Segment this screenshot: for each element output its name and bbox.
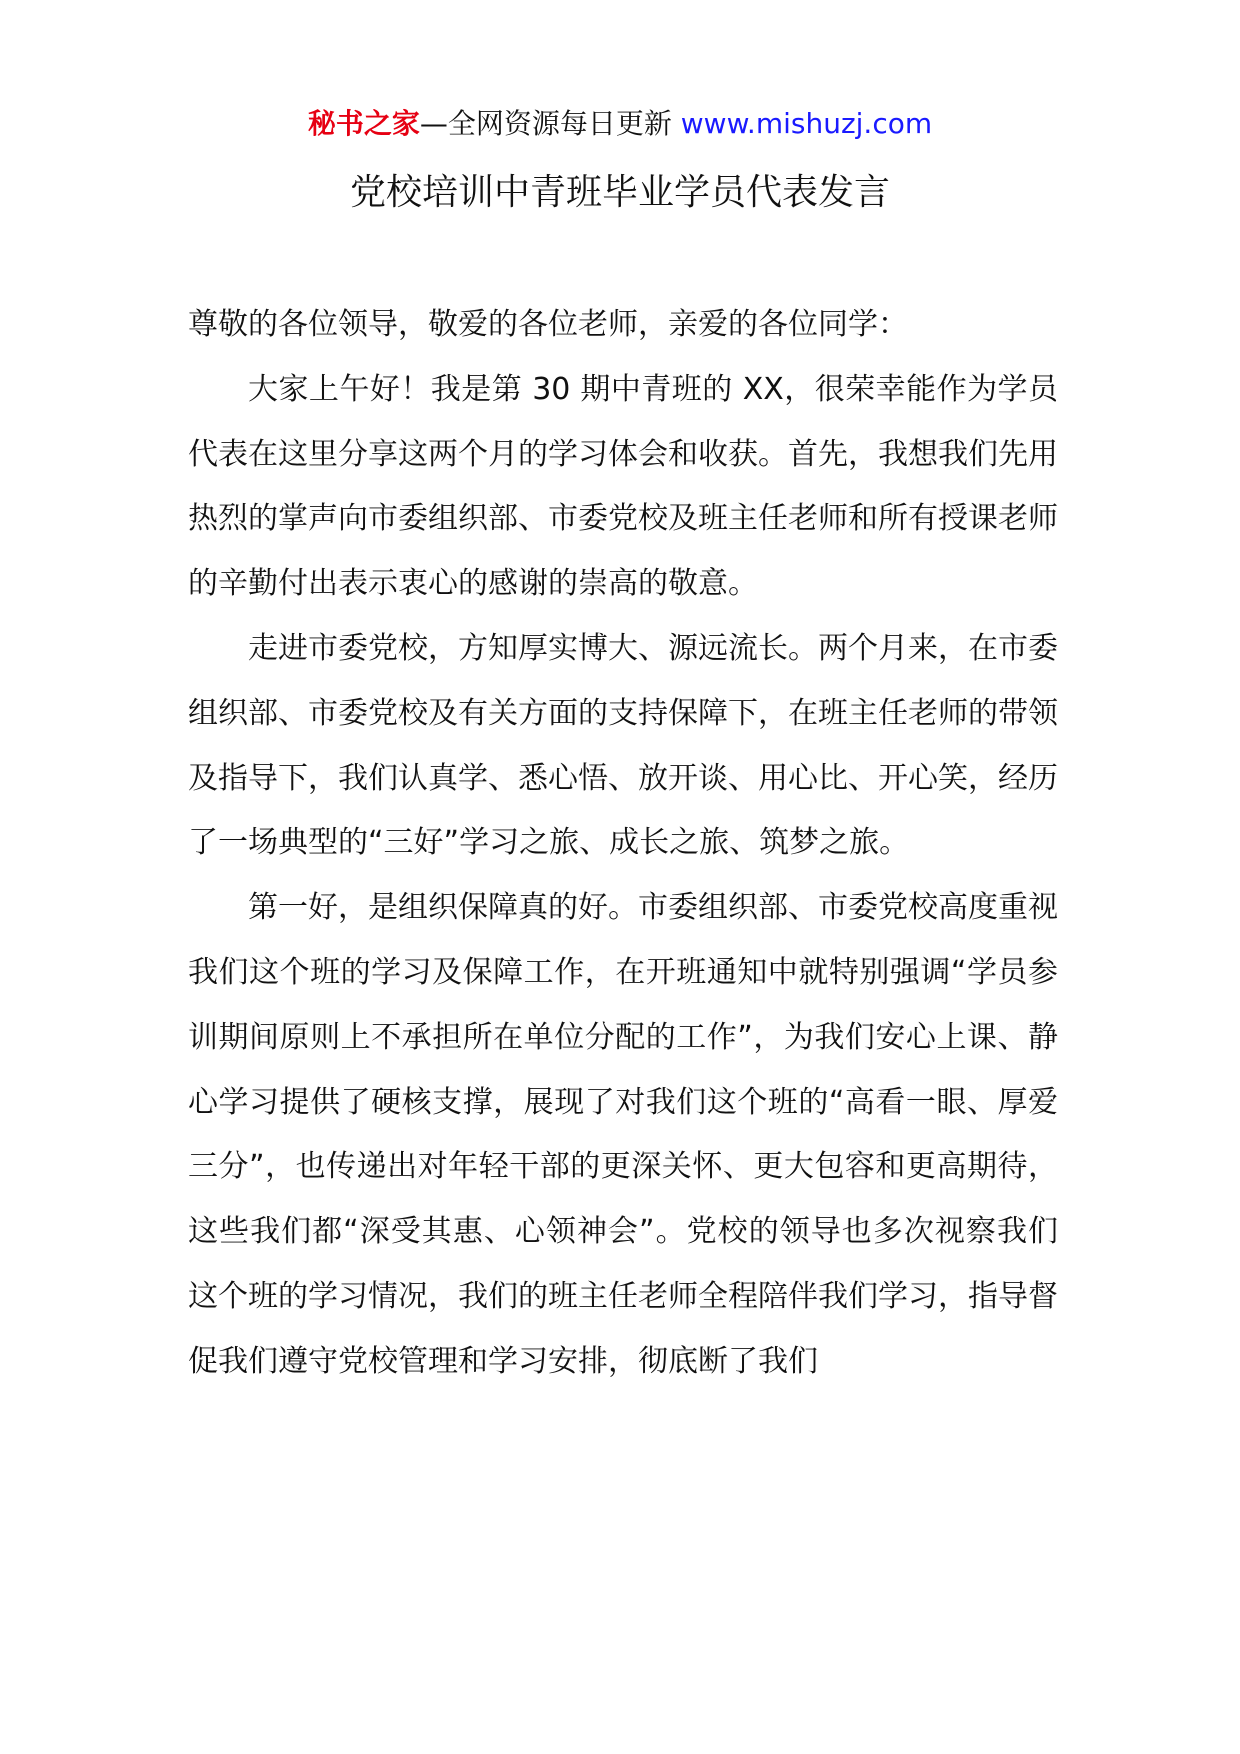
- site-url-link[interactable]: www.mishuzj.com: [680, 107, 933, 140]
- document-title: 党校培训中青班毕业学员代表发言: [349, 172, 890, 213]
- document-body: [188, 293, 1058, 1395]
- paragraph-journey: 走进市委党校，方知厚实博大、源远流长。两个月来，在市委组织部、市委党校及有关方面的支持保障下，在班主任老师的带领及指导下，我们认真学、悉心悟、放开谈、用心比、开心笑，经历了一场典型的“三好”学习之旅、成长之旅、筑梦之旅。: [188, 630, 1058, 861]
- site-slogan: —全网资源每日更新: [419, 107, 681, 140]
- paragraph-first-good: 第一好，是组织保障真的好。市委组织部、市委党校高度重视我们这个班的学习及保障工作，在开班通知中就特别强调“学员参训期间原则上不承担所在单位分配的工作”，为我们安心上课、静心学习提供了硬核支撑，展现了对我们这个班的“高看一眼、厚爱三分”，也传递出对年轻干部的更深关怀、更大包容和更高期待，这些我们都“深受其惠、心领神会”。党校的领导也多次视察我们这个班的学习情况，我们的班主任老师全程陪伴我们学习，指导督促我们遵守党校管理和学习安排，彻底断了我们: [188, 890, 1058, 1379]
- paragraph-greeting: 大家上午好！我是第 30 期中青班的 XX，很荣幸能作为学员代表在这里分享这两个月的学习体会和收获。首先，我想我们先用热烈的掌声向市委组织部、市委党校及班主任老师和所有授课老师的辛勤付出表示衷心的感谢的崇高的敬意。: [188, 371, 1058, 602]
- salutation-line: 尊敬的各位领导，敬爱的各位老师，亲爱的各位同学：: [188, 307, 908, 342]
- site-brand: 秘书之家: [307, 107, 420, 140]
- site-header: [0, 104, 1240, 144]
